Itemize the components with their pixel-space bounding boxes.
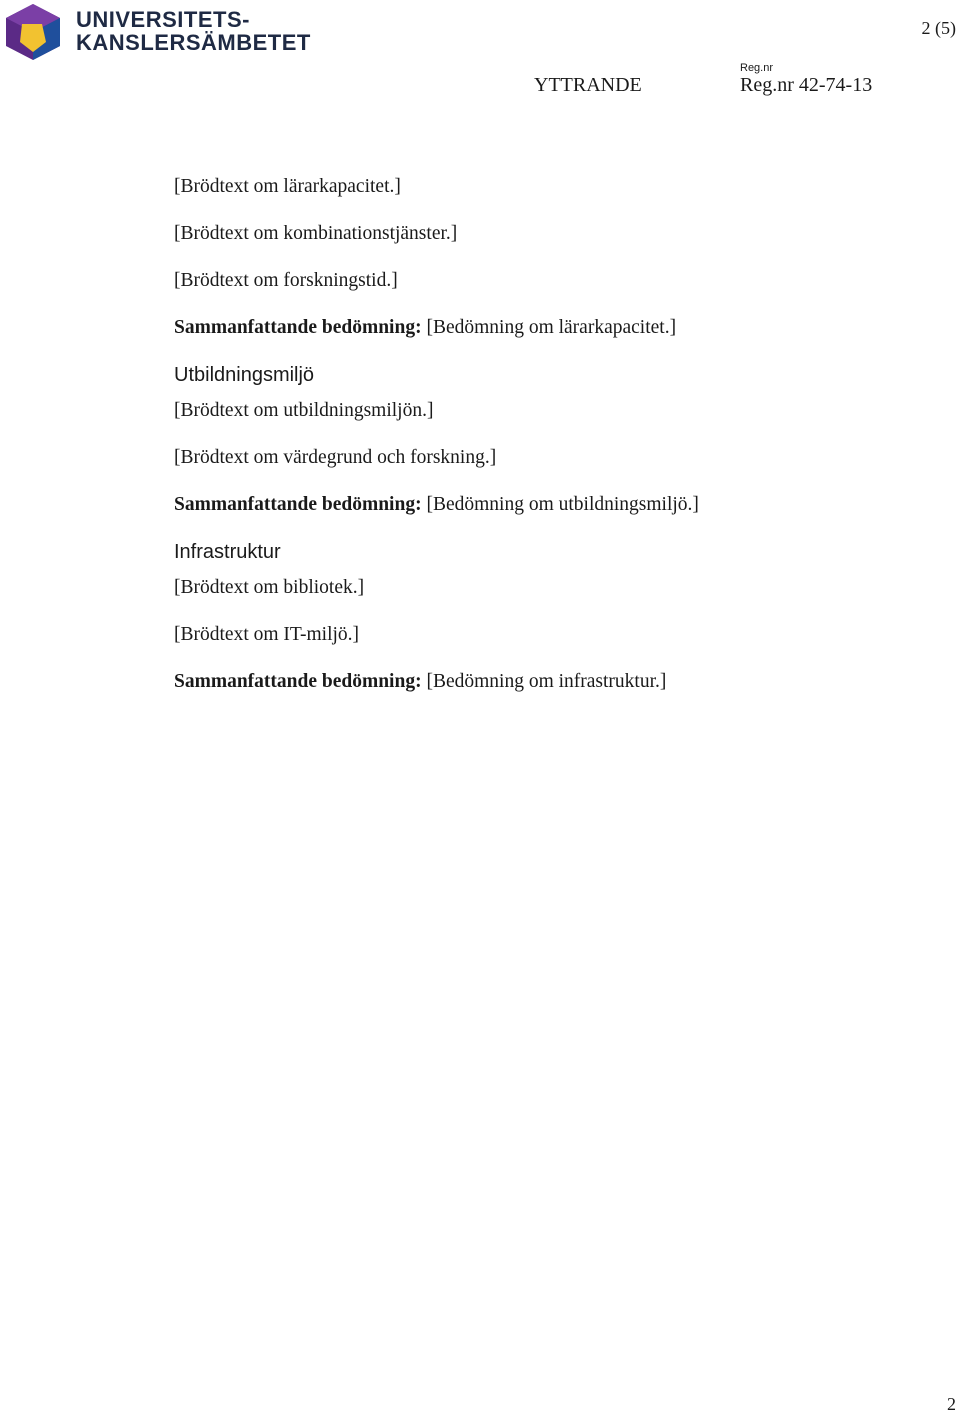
- summary-paragraph: [174, 315, 958, 340]
- paragraph: [Brödtext om IT-miljö.]: [174, 624, 360, 645]
- paragraph: [Brödtext om bibliotek.]: [174, 577, 365, 598]
- document-type: YTTRANDE: [534, 74, 642, 96]
- summary-label: Sammanfattande bedömning:: [174, 317, 422, 338]
- summary-text: [Bedömning om utbildningsmiljö.]: [426, 494, 699, 515]
- summary-label: Sammanfattande bedömning:: [174, 494, 422, 515]
- paragraph: [Brödtext om värdegrund och forskning.]: [174, 447, 497, 468]
- org-name: [76, 8, 311, 54]
- page-header: [0, 0, 960, 110]
- paragraph: [Brödtext om forskningstid.]: [174, 270, 398, 291]
- paragraph: [Brödtext om utbildningsmiljön.]: [174, 400, 434, 421]
- paragraph: [Brödtext om kombinationstjänster.]: [174, 223, 458, 244]
- org-name-line1: UNIVERSITETS-: [76, 7, 250, 32]
- document-body: [174, 174, 958, 716]
- summary-text: [Bedömning om infrastruktur.]: [426, 671, 667, 692]
- page-counter: 2 (5): [921, 18, 956, 38]
- summary-paragraph: [174, 669, 958, 694]
- regnr-label: Reg.nr: [740, 62, 774, 74]
- summary-label: Sammanfattande bedömning:: [174, 671, 422, 692]
- summary-text: [Bedömning om lärarkapacitet.]: [426, 317, 677, 338]
- org-name-line2: KANSLERSÄMBETET: [76, 30, 311, 55]
- section-heading-utbildningsmiljo: Utbildningsmiljö: [174, 364, 315, 386]
- footer-page-number: 2: [947, 1394, 956, 1414]
- uka-logo-icon: [2, 2, 64, 62]
- summary-paragraph: [174, 492, 958, 517]
- section-heading-infrastruktur: Infrastruktur: [174, 541, 281, 563]
- paragraph: [Brödtext om lärarkapacitet.]: [174, 176, 401, 197]
- registration-number: Reg.nr 42-74-13: [740, 74, 873, 96]
